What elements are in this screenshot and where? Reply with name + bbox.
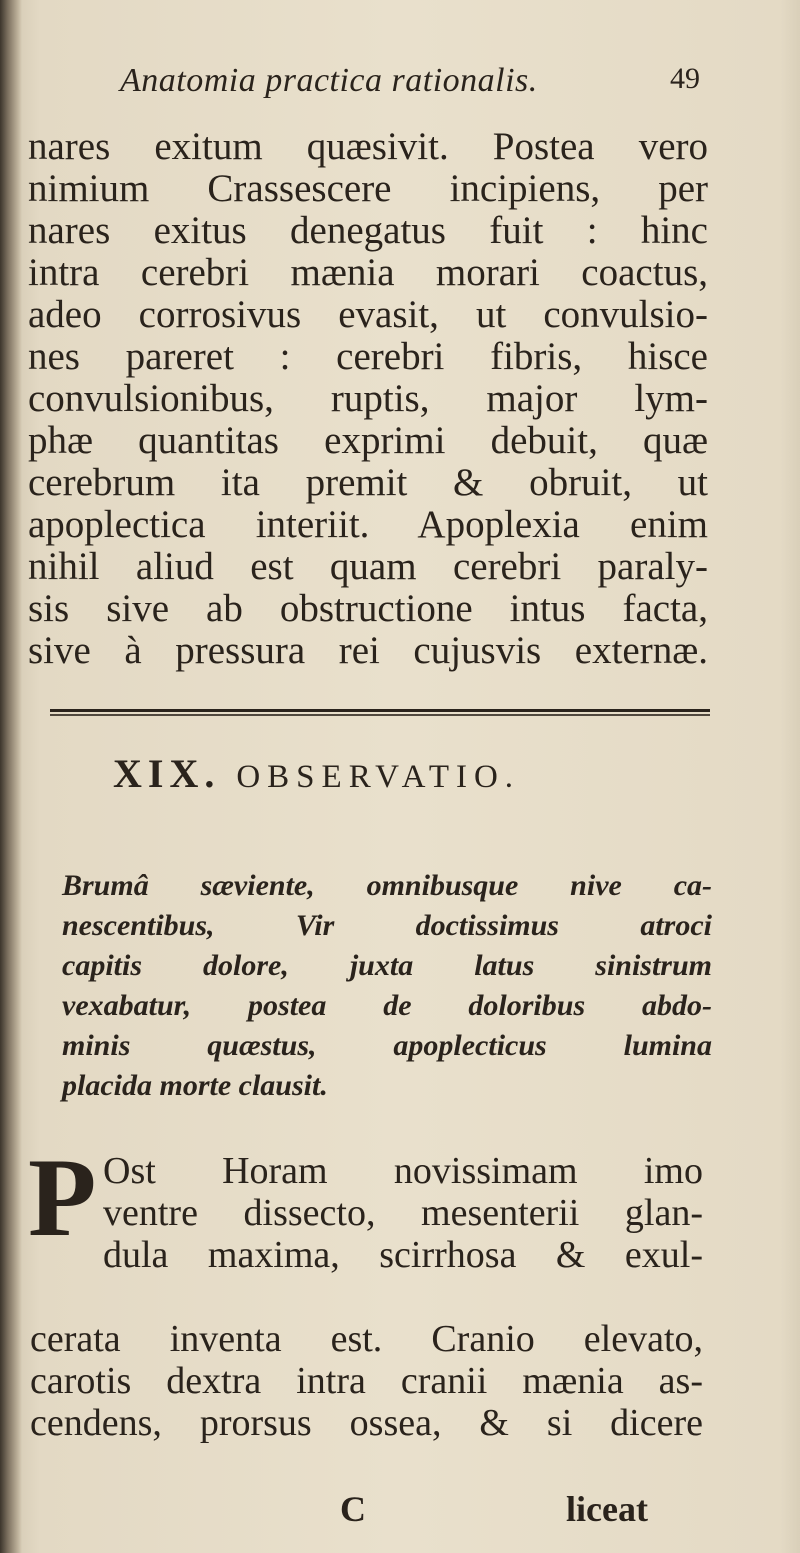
text-line: ventre dissecto, mesenterii glan- — [103, 1192, 703, 1234]
text-line: intra cerebri mænia morari coactus, — [28, 251, 708, 294]
observation-summary — [62, 866, 712, 1106]
summary-line: Brumâ sæviente, omnibusque nive ca- — [62, 869, 712, 902]
text-line: Ost Horam novissimam imo — [103, 1150, 703, 1192]
signature-mark: C — [340, 1489, 366, 1529]
summary-line: nescentibus, Vir doctissimus atroci — [62, 909, 712, 942]
catchword: liceat — [566, 1489, 648, 1529]
text-line: nares exitus denegatus fuit : hinc — [28, 209, 708, 252]
summary-line: vexabatur, postea de doloribus abdo- — [62, 989, 712, 1022]
rule-line — [50, 714, 710, 716]
text-line: cerata inventa est. Cranio elevato, — [30, 1318, 703, 1360]
text-line: convulsionibus, ruptis, major lym- — [28, 377, 708, 420]
section-heading — [113, 750, 633, 800]
text-line: sive à pressura rei cujusvis externæ. — [28, 629, 708, 672]
text-line: nihil aliud est quam cerebri paraly- — [28, 545, 708, 588]
paragraph-opening — [103, 1150, 703, 1276]
text-line: nes pareret : cerebri fibris, hisce — [28, 335, 708, 378]
drop-cap: P — [28, 1136, 97, 1260]
page-number: 49 — [670, 62, 700, 95]
text-line: sis sive ab obstructione intus facta, — [28, 587, 708, 630]
section-title: OBSERVATIO. — [236, 759, 521, 795]
paragraph-body — [30, 1318, 703, 1444]
summary-line: placida morte clausit. — [62, 1069, 328, 1102]
paragraph-continued — [28, 126, 708, 672]
text-line: cendens, prorsus ossea, & si dicere — [30, 1402, 703, 1444]
text-line: adeo corrosivus evasit, ut convulsio- — [28, 293, 708, 336]
page-header — [120, 62, 700, 112]
page-gutter — [0, 0, 22, 1553]
running-head: Anatomia practica rationalis. — [120, 62, 538, 99]
text-line: cerebrum ita premit & obruit, ut — [28, 461, 708, 504]
text-line: phæ quantitas exprimi debuit, quæ — [28, 419, 708, 462]
summary-line: minis quæstus, apoplecticus lumina — [62, 1029, 712, 1062]
text-line: carotis dextra intra cranii mænia as- — [30, 1360, 703, 1402]
text-line: apoplectica interiit. Apoplexia enim — [28, 503, 708, 546]
text-line: dula maxima, scirrhosa & exul- — [103, 1234, 703, 1276]
ornamental-rule — [50, 709, 710, 717]
text-line: nares exitum quæsivit. Postea vero — [28, 125, 708, 168]
text-line: nimium Crassescere incipiens, per — [28, 167, 708, 210]
summary-line: capitis dolore, juxta latus sinistrum — [62, 949, 712, 982]
section-number: XIX. — [113, 751, 221, 796]
rule-line — [50, 709, 710, 712]
